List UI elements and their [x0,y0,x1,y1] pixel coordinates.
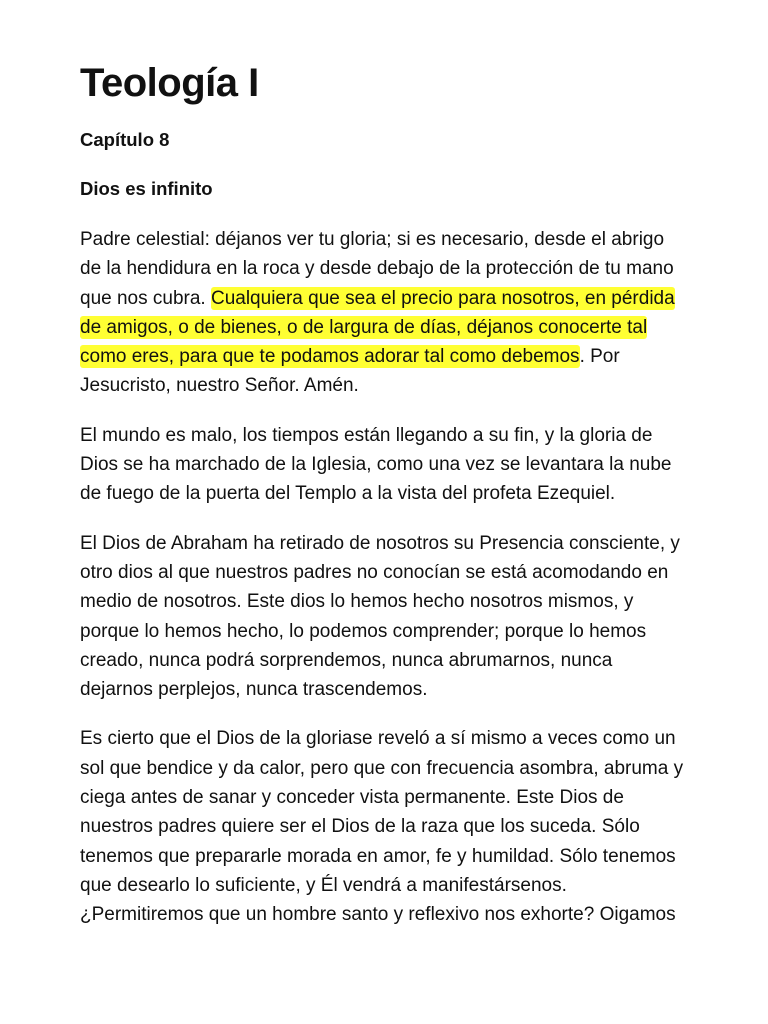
line-text: otro dios al que nuestros padres no conocían se está acomodando en [80,561,669,583]
text-line [80,225,692,254]
line-text: ciega antes de sanar y conceder vista permanente. Este Dios de [80,787,624,809]
line-text: de la hendidura en la roca y desde debajo de la protección de tu mano [80,258,674,280]
line-text: Padre celestial: déjanos ver tu gloria; si es necesario, desde el abrigo [80,229,665,250]
paragraph [80,421,692,509]
text-line [80,313,692,342]
line-text: ¿Permitiremos que un hombre santo y reflexivo nos exhorte? Oigamos [80,904,676,926]
line-text: nuestros padres quiere ser el Dios de la raza que los suceda. Sólo [80,816,640,838]
highlighted-text: Cualquiera que sea el precio para nosotros, en pérdida [210,287,675,309]
text-line [80,646,692,675]
line-text: porque lo hemos hecho, lo podemos comprender; porque lo hemos [80,620,647,642]
line-text: . Por [579,346,620,368]
text-line [80,900,692,929]
text-line [80,371,692,400]
highlighted-text: de amigos, o de bienes, o de largura de días, déjanos conocerte tal [80,316,648,338]
line-text: Jesucristo, nuestro Señor. Amén. [80,375,359,397]
document-title: Teología I [80,61,259,105]
line-text: El Dios de Abraham ha retirado de nosotros su Presencia consciente, y [80,532,680,554]
paragraph [80,724,692,929]
line-text: Dios se ha marchado de la Iglesia, como una vez se levantara la nube [80,454,672,476]
line-text: que desearlo lo suficiente, y Él vendrá a manifestársenos. [80,874,567,896]
line-text: medio de nosotros. Este dios lo hemos hecho nosotros mismos, y [80,591,634,613]
line-text: sol que bendice y da calor, pero que con frecuencia asombra, abruma y [80,757,684,779]
text-line [80,450,692,479]
line-text: que nos cubra. [80,287,211,309]
text-line [80,783,692,812]
text-line [80,479,692,508]
text-line [80,421,692,450]
text-line [80,871,692,900]
text-line [80,812,692,841]
text-line [80,529,692,558]
highlighted-text: como eres, para que te podamos adorar tal como debemos [80,346,580,368]
text-line [80,754,692,783]
paragraph [80,225,692,401]
line-text: dejarnos perplejos, nunca trascendemos. [80,679,428,701]
text-line [80,675,692,704]
line-text: de fuego de la puerta del Templo a la vista del profeta Ezequiel. [80,483,616,505]
section-heading: Dios es infinito [80,178,213,199]
text-line [80,284,692,313]
text-line [80,617,692,646]
text-line [80,254,692,283]
text-line [80,342,692,371]
document-body [80,225,692,950]
line-text: tenemos que prepararle morada en amor, fe y humildad. Sólo tenemos [80,845,676,867]
line-text: El mundo es malo, los tiempos están llegando a su fin, y la gloria de [80,424,653,446]
text-line [80,558,692,587]
text-line [80,842,692,871]
line-text: creado, nunca podrá sorprendemos, nunca abrumarnos, nunca [80,649,613,671]
text-line [80,587,692,616]
line-text: Es cierto que el Dios de la gloriase reveló a sí mismo a veces como un [80,728,676,750]
text-line [80,724,692,753]
paragraph [80,529,692,705]
chapter-heading: Capítulo 8 [80,129,170,150]
